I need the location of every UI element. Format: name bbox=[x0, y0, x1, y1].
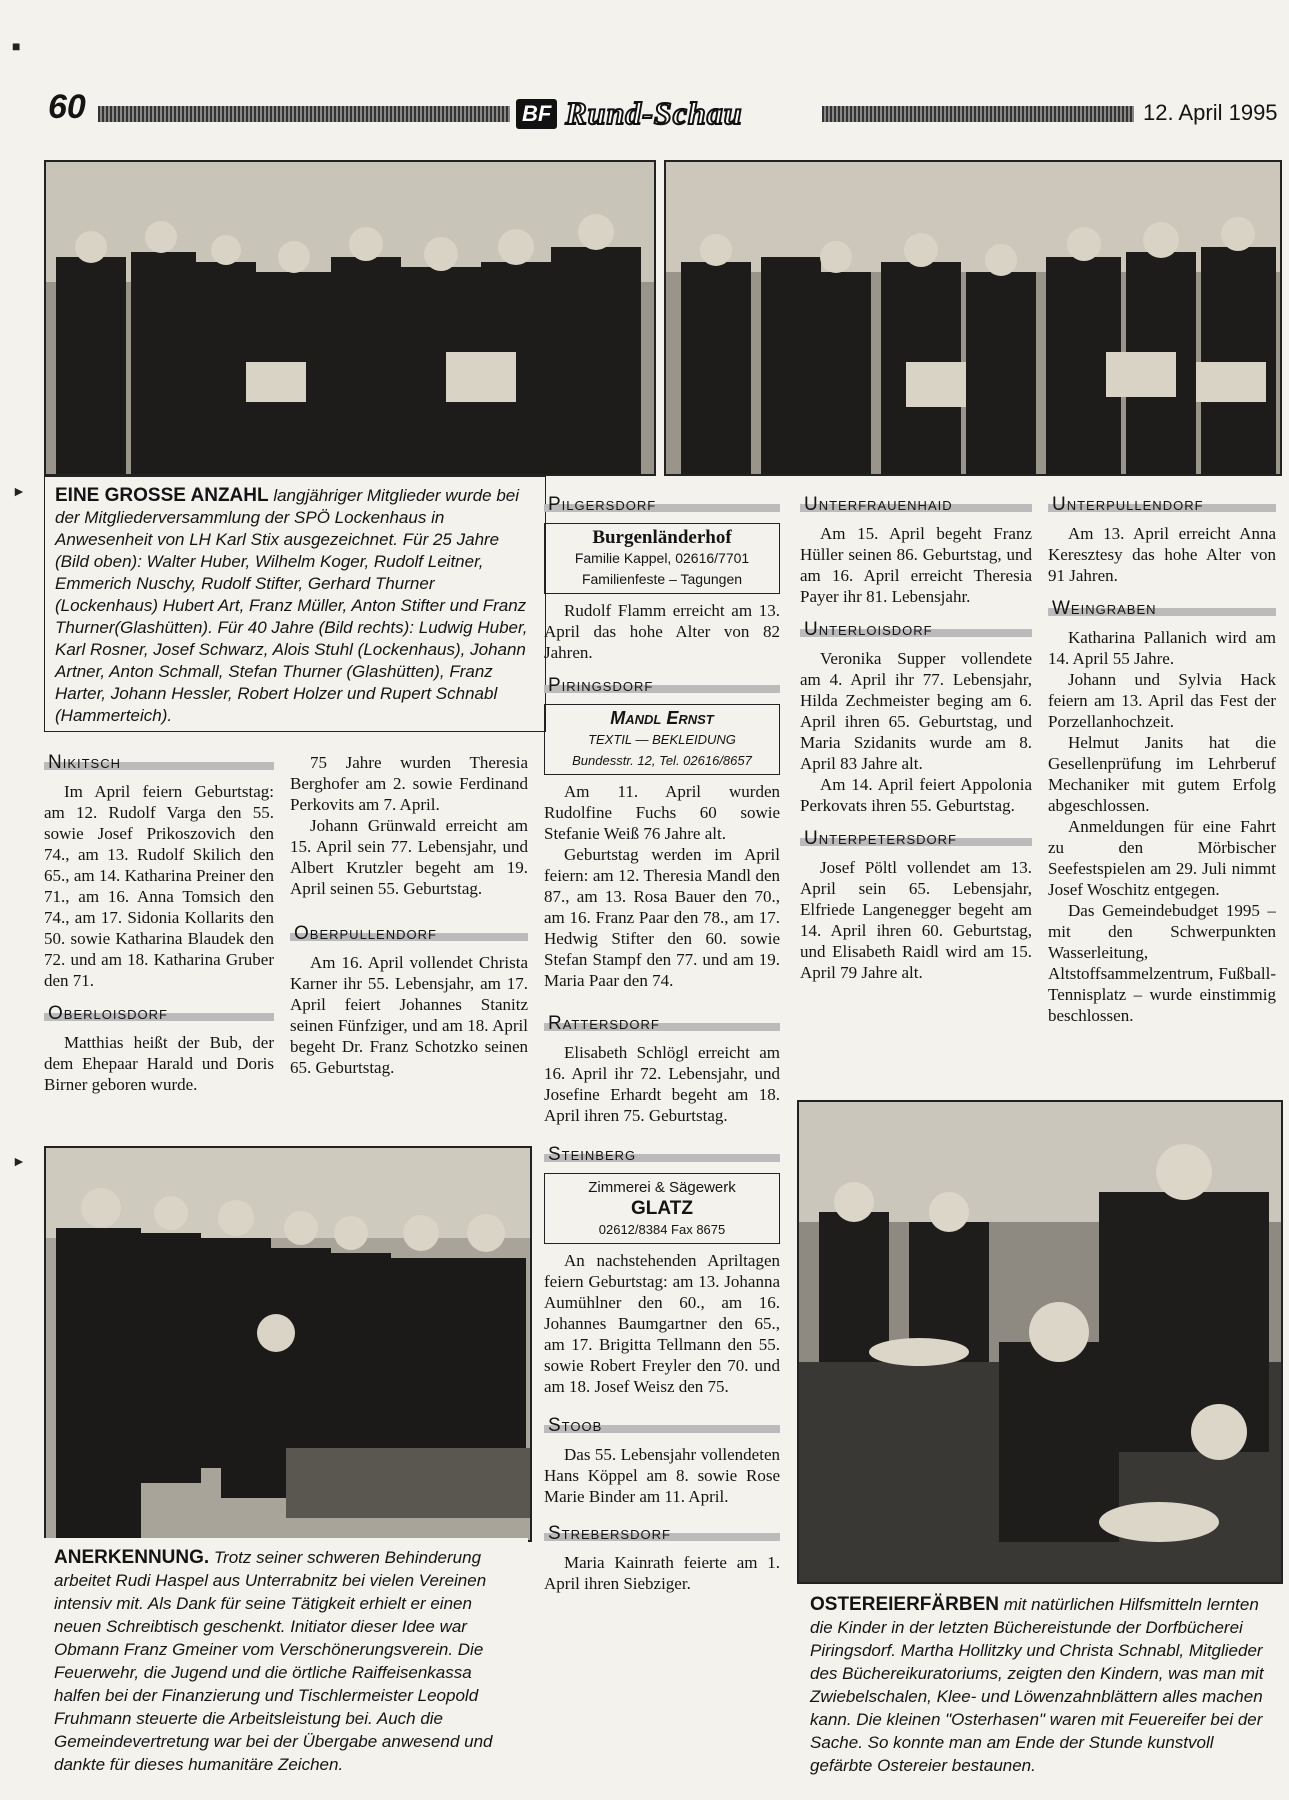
photo-ostereierfaerben-image bbox=[799, 1102, 1281, 1582]
caption-ostereierfaerben-text: mit natürlichen Hilfsmitteln lernten die Kinder in der letzten Büchereistunde der Dorfbücherei Piringsdorf. Martha Hollitzky und Christa Schnabl, Mitglieder des Büchereikuratoriums, zeigten den Kindern, was man mit Zwiebelschalen, Klee- und Löwenzahnblättern alles machen kann. Die kleinen "Osterhasen" waren mit Feuereifer bei der Sache. So konnte man am Ende der Stunde kunstvoll gefärbte Ostereier bestaunen. bbox=[810, 1595, 1264, 1775]
logo-text: Rund-Schau bbox=[565, 95, 743, 131]
oberpullendorf-text: Am 16. April vollendet Christa Karner ihr 55. Lebensjahr, am 17. April feiert Johannes Stanitz seinen Fünfziger, und am 18. April begeht Dr. Franz Schotzko seinen 65. Geburtstag. bbox=[290, 953, 528, 1077]
photo-group-40-years bbox=[664, 160, 1282, 476]
section-heading-strebersdorf: Strebersdorf bbox=[544, 1521, 780, 1546]
page-number: 60 bbox=[48, 88, 86, 126]
photo-anerkennung-image bbox=[46, 1148, 530, 1540]
weingraben-paragraph-4: Anmeldungen für eine Fahrt zu den Mörbischer Seefestspielen am 29. Juli nimmt Josef Woschitz entgegen. bbox=[1048, 817, 1276, 899]
steinberg-text: An nachstehenden Apriltagen feiern Geburtstag: am 13. Johanna Aumühlner den 60., am 16. Johannes Baumgartner den 65., am 17. Brigitta Tellmann den 55. sowie Robert Freyler den 70. und am 18. Josef Weisz den 75. bbox=[544, 1251, 780, 1396]
strebersdorf-text: Maria Kainrath feierte am 1. April ihren Siebziger. bbox=[544, 1553, 780, 1593]
ad-glatz-tagline: Zimmerei & Sägewerk bbox=[588, 1179, 736, 1196]
margin-mark: ► bbox=[12, 1155, 26, 1170]
section-heading-oberpullendorf: Oberpullendorf bbox=[290, 921, 528, 946]
section-heading-unterfrauenhaid: Unterfrauenhaid bbox=[800, 492, 1032, 517]
caption-anerkennung-lead: ANERKENNUNG. bbox=[54, 1547, 210, 1568]
ad-burgenlaenderhof-tagline: Familienfeste – Tagungen bbox=[581, 571, 743, 587]
weingraben-paragraph-1: Katharina Pallanich wird am 14. April 55 Jahre. bbox=[1048, 628, 1276, 668]
photo-anerkennung bbox=[44, 1146, 532, 1542]
ad-burgenlaenderhof-phone: Familie Kappel, 02616/7701 bbox=[574, 550, 750, 566]
col2-paragraph-2: Johann Grünwald erreicht am 15. April sein 77. Lebensjahr, und Albert Krutzler begeht am 19. April seinen 55. Geburtstag. bbox=[290, 816, 528, 898]
header-rule-right bbox=[822, 106, 1134, 122]
section-heading-unterloisdorf: Unterloisdorf bbox=[800, 617, 1032, 642]
section-heading-weingraben: Weingraben bbox=[1048, 596, 1276, 621]
photo-group-25-years-image bbox=[46, 162, 654, 474]
piringsdorf-paragraph-2: Geburtstag werden im April feiern: am 12. Theresia Mandl den 87., am 13. Rosa Bauer den 70., am 16. Franz Paar den 78., am 17. Hedwig Stifter den 60. sowie Stefan Stampf den 77. und am 19. Maria Paar den 74. bbox=[544, 845, 780, 990]
caption-top bbox=[44, 476, 546, 732]
section-heading-steinberg: Steinberg bbox=[544, 1142, 780, 1167]
caption-ostereierfaerben bbox=[800, 1585, 1286, 1791]
caption-anerkennung bbox=[44, 1538, 528, 1800]
unterpullendorf-text: Am 13. April erreicht Anna Keresztesy das hohe Alter von 91 Jahren. bbox=[1048, 524, 1276, 585]
ad-glatz bbox=[544, 1173, 780, 1244]
ad-burgenlaenderhof bbox=[544, 523, 780, 594]
margin-mark: ► bbox=[12, 485, 26, 500]
ad-mandl-ernst-address: Bundesstr. 12, Tel. 02616/8657 bbox=[572, 753, 752, 768]
ad-burgenlaenderhof-name: Burgenländerhof bbox=[592, 527, 732, 548]
stoob-text: Das 55. Lebensjahr vollendeten Hans Köppel am 8. sowie Rose Marie Binder am 11. April. bbox=[544, 1445, 780, 1506]
column-1 bbox=[44, 740, 274, 1095]
column-3 bbox=[544, 492, 780, 1594]
col2-paragraph-1: 75 Jahre wurden Theresia Berghofer am 2. sowie Ferdinand Perkovits am 7. April. bbox=[290, 753, 528, 814]
ad-glatz-phone: 02612/8384 Fax 8675 bbox=[598, 1222, 726, 1237]
header-rule-left bbox=[98, 106, 510, 122]
unterfrauenhaid-text: Am 15. April begeht Franz Hüller seinen 86. Geburtstag, und am 16. April erreicht Theresia Payer ihr 81. Lebensjahr. bbox=[800, 524, 1032, 606]
photo-ostereierfaerben bbox=[797, 1100, 1283, 1584]
caption-top-text: langjähriger Mitglieder wurde bei der Mitgliederversammlung der SPÖ Lockenhaus in Anwesenheit von LH Karl Stix ausgezeichnet. Für 25 Jahre (Bild oben): Walter Huber, Wilhelm Koger, Rudolf Leitner, Emmerich Nuschy, Rudolf Stifter, Gerhard Thurner (Lockenhaus) Hubert Art, Franz Müller, Anton Stifter und Franz Thurner(Glashütten). Für 40 Jahre (Bild rechts): Ludwig Huber, Karl Rosner, Josef Schwarz, Alois Stuhl (Lockenhaus), Johann Artner, Anton Schmall, Stefan Thurner (Glashütten), Franz Harter, Johann Hessler, Robert Holzer und Rupert Schnabl (Hammerteich). bbox=[55, 486, 528, 725]
unterloisdorf-paragraph-2: Am 14. April feiert Appolonia Perkovats ihren 55. Geburtstag. bbox=[800, 775, 1032, 815]
oberloisdorf-text: Matthias heißt der Bub, der dem Ehepaar Harald und Doris Birner geboren wurde. bbox=[44, 1033, 274, 1094]
ad-mandl-ernst-name: Mandl Ernst bbox=[610, 708, 714, 728]
weingraben-paragraph-3: Helmut Janits hat die Gesellenprüfung im Lehrberuf Mechaniker mit gutem Erfolg abgeschlossen. bbox=[1048, 733, 1276, 815]
section-heading-pilgersdorf: Pilgersdorf bbox=[544, 492, 780, 517]
pilgersdorf-text: Rudolf Flamm erreicht am 13. April das hohe Alter von 82 Jahren. bbox=[544, 601, 780, 662]
caption-top-lead: EINE GROSSE ANZAHL bbox=[55, 485, 269, 506]
masthead-logo bbox=[516, 95, 743, 132]
ad-mandl-ernst-tagline: TEXTIL — BEKLEIDUNG bbox=[588, 732, 736, 747]
section-heading-nikitsch: Nikitsch bbox=[44, 750, 274, 775]
rattersdorf-text: Elisabeth Schlögl erreicht am 16. April ihr 72. Lebensjahr, und Josefine Erhardt begeht am 18. April ihren 75. Geburtstag. bbox=[544, 1043, 780, 1125]
column-4 bbox=[800, 492, 1032, 983]
unterpetersdorf-text: Josef Pöltl vollendet am 13. April sein 65. Lebensjahr, Elfriede Langenegger begeht am 14. April ihren 60. Geburtstag, und Elisabeth Raidl wird am 15. April 79 Jahre alt. bbox=[800, 858, 1032, 982]
photo-group-40-years-image bbox=[666, 162, 1280, 474]
section-heading-oberloisdorf: Oberloisdorf bbox=[44, 1001, 274, 1026]
section-heading-unterpetersdorf: Unterpetersdorf bbox=[800, 826, 1032, 851]
ad-glatz-name: GLATZ bbox=[631, 1198, 693, 1219]
section-heading-piringsdorf: Piringsdorf bbox=[544, 673, 780, 698]
nikitsch-text: Im April feiern Geburtstag: am 12. Rudolf Varga den 55. sowie Josef Prikoszovich den 74., am 13. Rudolf Skilich den 65., am 14. Katharina Preiner den 71., am 16. Anna Tomsich den 74., am 17. Sidonia Kollarits den 50. sowie Katharina Blaudek den 72. und am 18. Katharina Gruber den 71. bbox=[44, 782, 274, 990]
margin-mark: ■ bbox=[12, 40, 21, 55]
ad-mandl-ernst bbox=[544, 704, 780, 775]
piringsdorf-paragraph-1: Am 11. April wurden Rudolfine Fuchs 60 sowie Stefanie Weiß 76 Jahre alt. bbox=[544, 782, 780, 843]
section-heading-stoob: Stoob bbox=[544, 1413, 780, 1438]
weingraben-paragraph-5: Das Gemeindebudget 1995 – mit den Schwerpunkten Wasserleitung, Altstoffsammelzentrum, Fußball-Tennisplatz – wurde einstimmig beschlossen. bbox=[1048, 901, 1276, 1025]
caption-anerkennung-text: Trotz seiner schweren Behinderung arbeitet Rudi Haspel aus Unterrabnitz bei vielen Vereinen intensiv mit. Als Dank für seine Tätigkeit erhielt er einen neuen Schreibtisch geschenkt. Initiator dieser Idee war Obmann Franz Gmeiner vom Verschönerungsverein. Die Feuerwehr, die Jugend und die örtliche Raiffeisenkassa halfen bei der Finanzierung und Tischlermeister Leopold Fruhmann steuerte die Arbeitsleistung bei. Auch die Gemeindevertretung war bei der Übergabe anwesend und dankte für dieses humanitäre Zeichen. bbox=[54, 1548, 493, 1774]
issue-date: 12. April 1995 bbox=[1143, 100, 1278, 125]
section-heading-rattersdorf: Rattersdorf bbox=[544, 1011, 780, 1036]
photo-group-25-years bbox=[44, 160, 656, 476]
column-5 bbox=[1048, 492, 1276, 1026]
caption-ostereierfaerben-lead: OSTEREIERFÄRBEN bbox=[810, 1594, 999, 1615]
unterloisdorf-paragraph-1: Veronika Supper vollendete am 4. April ihr 77. Lebensjahr, Hilda Zechmeister beging am 6. April ihren 65. Geburtstag, und Maria Szidanits wurde am 8. April 83 Jahre alt. bbox=[800, 649, 1032, 773]
section-heading-unterpullendorf: Unterpullendorf bbox=[1048, 492, 1276, 517]
logo-bf: BF bbox=[516, 99, 557, 129]
column-2 bbox=[290, 752, 528, 1078]
weingraben-paragraph-2: Johann und Sylvia Hack feiern am 13. April das Fest der Porzellanhochzeit. bbox=[1048, 670, 1276, 731]
